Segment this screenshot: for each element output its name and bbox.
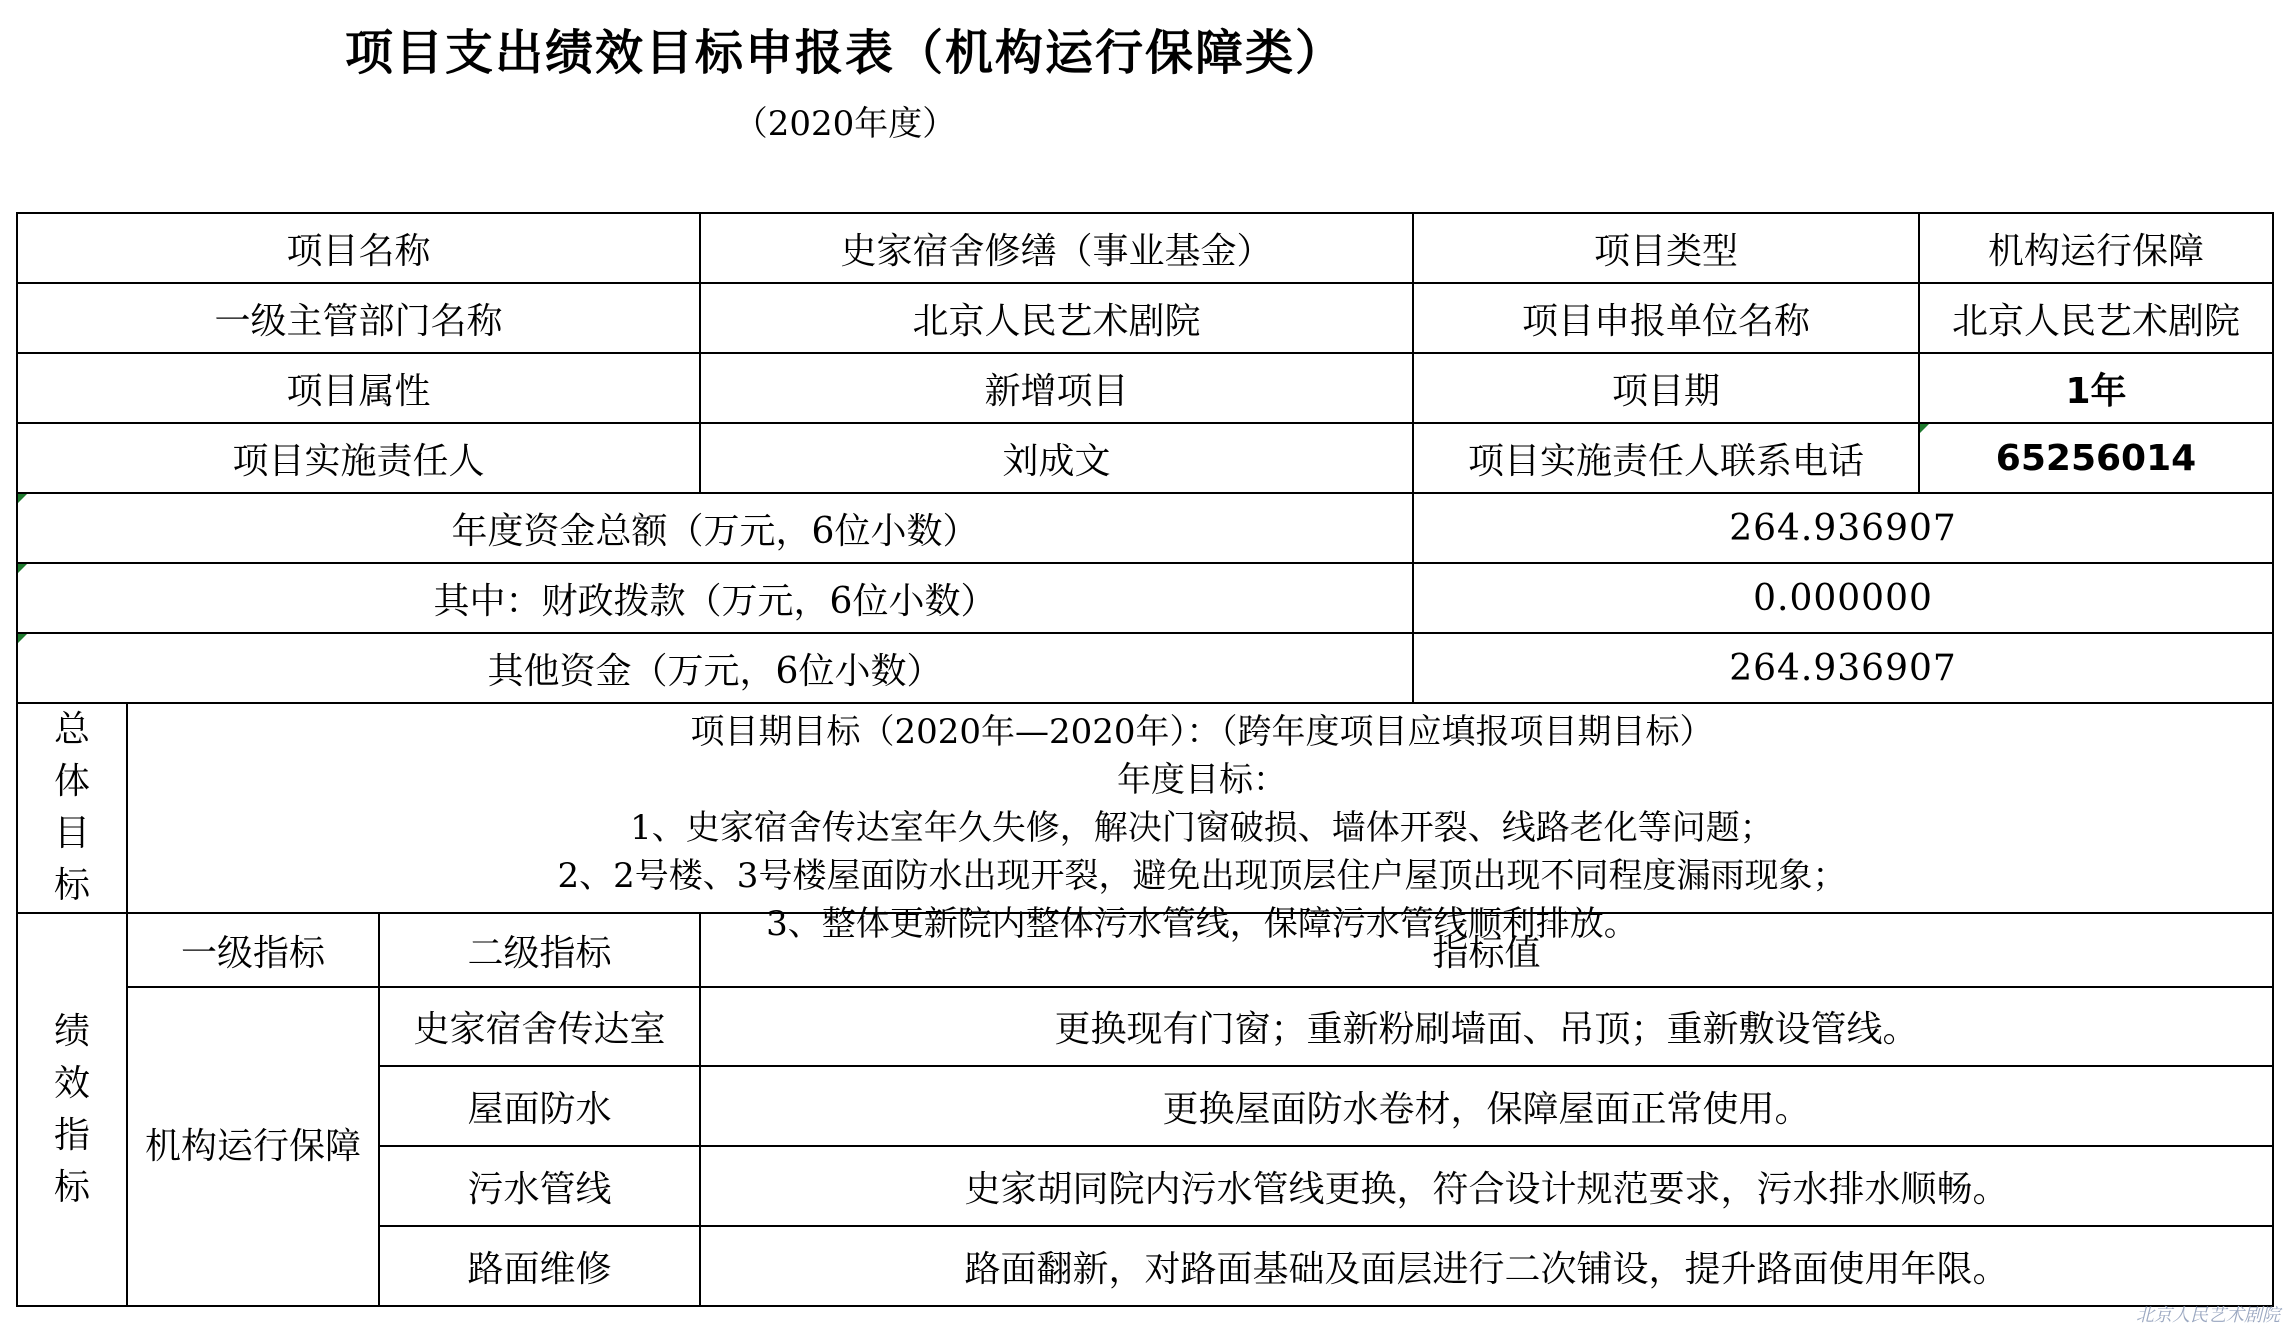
indicator-value[interactable]: 更换屋面防水卷材，保障屋面正常使用。 — [700, 1066, 2273, 1146]
row-attribute — [17, 353, 2273, 423]
fiscal-funds-value[interactable]: 0.000000 — [1413, 563, 2273, 633]
other-funds-value[interactable]: 264.936907 — [1413, 633, 2273, 703]
total-funds-label: 年度资金总额（万元，6位小数） — [17, 493, 1413, 563]
level2-indicator[interactable]: 史家宿舍传达室 — [379, 987, 700, 1066]
table-row — [17, 987, 2273, 1066]
row-other-funds — [17, 633, 2273, 703]
goal-line: 2、2号楼、3号楼屋面防水出现开裂，避免出现顶层住户屋顶出现不同程度漏雨现象； — [557, 856, 1847, 896]
col-header-level2: 二级指标 — [379, 913, 700, 987]
row-overall-goal — [17, 703, 2273, 913]
level2-indicator[interactable]: 路面维修 — [379, 1226, 700, 1306]
row-department — [17, 283, 2273, 353]
performance-form-table — [16, 212, 2274, 1307]
col-header-level1: 一级指标 — [127, 913, 379, 987]
goal-line: 项目期目标（2020年—2020年）：（跨年度项目应填报项目期目标） — [690, 712, 1714, 752]
goal-line: 3、整体更新院内整体污水管线，保障污水管线顺利排放。 — [766, 904, 1638, 944]
goal-line: 年度目标： — [1117, 760, 1287, 800]
attr-value[interactable]: 新增项目 — [700, 353, 1413, 423]
project-type-label: 项目类型 — [1413, 213, 1919, 283]
overall-goal-label-char: 标 — [53, 865, 90, 906]
level2-indicator[interactable]: 屋面防水 — [379, 1066, 700, 1146]
page-subtitle: （2020年度） — [733, 104, 957, 144]
project-name-label: 项目名称 — [17, 213, 700, 283]
overall-goal-text[interactable] — [127, 703, 2273, 944]
overall-goal-label-char: 总 — [53, 709, 90, 750]
row-project-name — [17, 213, 2273, 283]
person-label: 项目实施责任人 — [17, 423, 700, 493]
phone-label: 项目实施责任人联系电话 — [1413, 423, 1919, 493]
indicator-value[interactable]: 更换现有门窗；重新粉刷墙面、吊顶；重新敷设管线。 — [700, 987, 2273, 1066]
performance-indicator-label — [17, 913, 127, 1306]
indicator-value[interactable]: 路面翻新，对路面基础及面层进行二次铺设，提升路面使用年限。 — [700, 1226, 2273, 1306]
dept-label: 一级主管部门名称 — [17, 283, 700, 353]
attr-label: 项目属性 — [17, 353, 700, 423]
row-total-funds — [17, 493, 2273, 563]
perf-label-char: 效 — [53, 1062, 90, 1104]
project-type-value[interactable]: 机构运行保障 — [1919, 213, 2273, 283]
phone-value[interactable]: 65256014 — [1919, 423, 2273, 493]
unit-label: 项目申报单位名称 — [1413, 283, 1919, 353]
project-name-value[interactable]: 史家宿舍修缮（事业基金） — [700, 213, 1413, 283]
perf-label-char: 绩 — [53, 1010, 90, 1052]
overall-goal-label-char: 目 — [53, 813, 90, 854]
col-header-value: 指标值 — [700, 913, 2273, 987]
overall-goal-label — [17, 703, 127, 913]
perf-label-char: 指 — [53, 1114, 90, 1156]
period-value[interactable]: 1年 — [1919, 353, 2273, 423]
level2-indicator[interactable]: 污水管线 — [379, 1146, 700, 1226]
unit-value[interactable]: 北京人民艺术剧院 — [1919, 283, 2273, 353]
period-label: 项目期 — [1413, 353, 1919, 423]
total-funds-value[interactable]: 264.936907 — [1413, 493, 2273, 563]
dept-value[interactable]: 北京人民艺术剧院 — [700, 283, 1413, 353]
fiscal-funds-label: 其中：财政拨款（万元，6位小数） — [17, 563, 1413, 633]
watermark-stamp: 北京人民艺术剧院 — [2136, 1305, 2280, 1326]
perf-label-char: 标 — [53, 1166, 90, 1208]
overall-goal-label-char: 体 — [53, 761, 90, 802]
row-indicator-header — [17, 913, 2273, 987]
other-funds-label: 其他资金（万元，6位小数） — [17, 633, 1413, 703]
page-title: 项目支出绩效目标申报表（机构运行保障类） — [344, 25, 1345, 81]
goal-line: 1、史家宿舍传达室年久失修，解决门窗破损、墙体开裂、线路老化等问题； — [630, 808, 1774, 848]
indicator-value[interactable]: 史家胡同院内污水管线更换，符合设计规范要求，污水排水顺畅。 — [700, 1146, 2273, 1226]
level1-indicator[interactable]: 机构运行保障 — [127, 987, 379, 1306]
row-responsible — [17, 423, 2273, 493]
row-fiscal-funds — [17, 563, 2273, 633]
person-value[interactable]: 刘成文 — [700, 423, 1413, 493]
